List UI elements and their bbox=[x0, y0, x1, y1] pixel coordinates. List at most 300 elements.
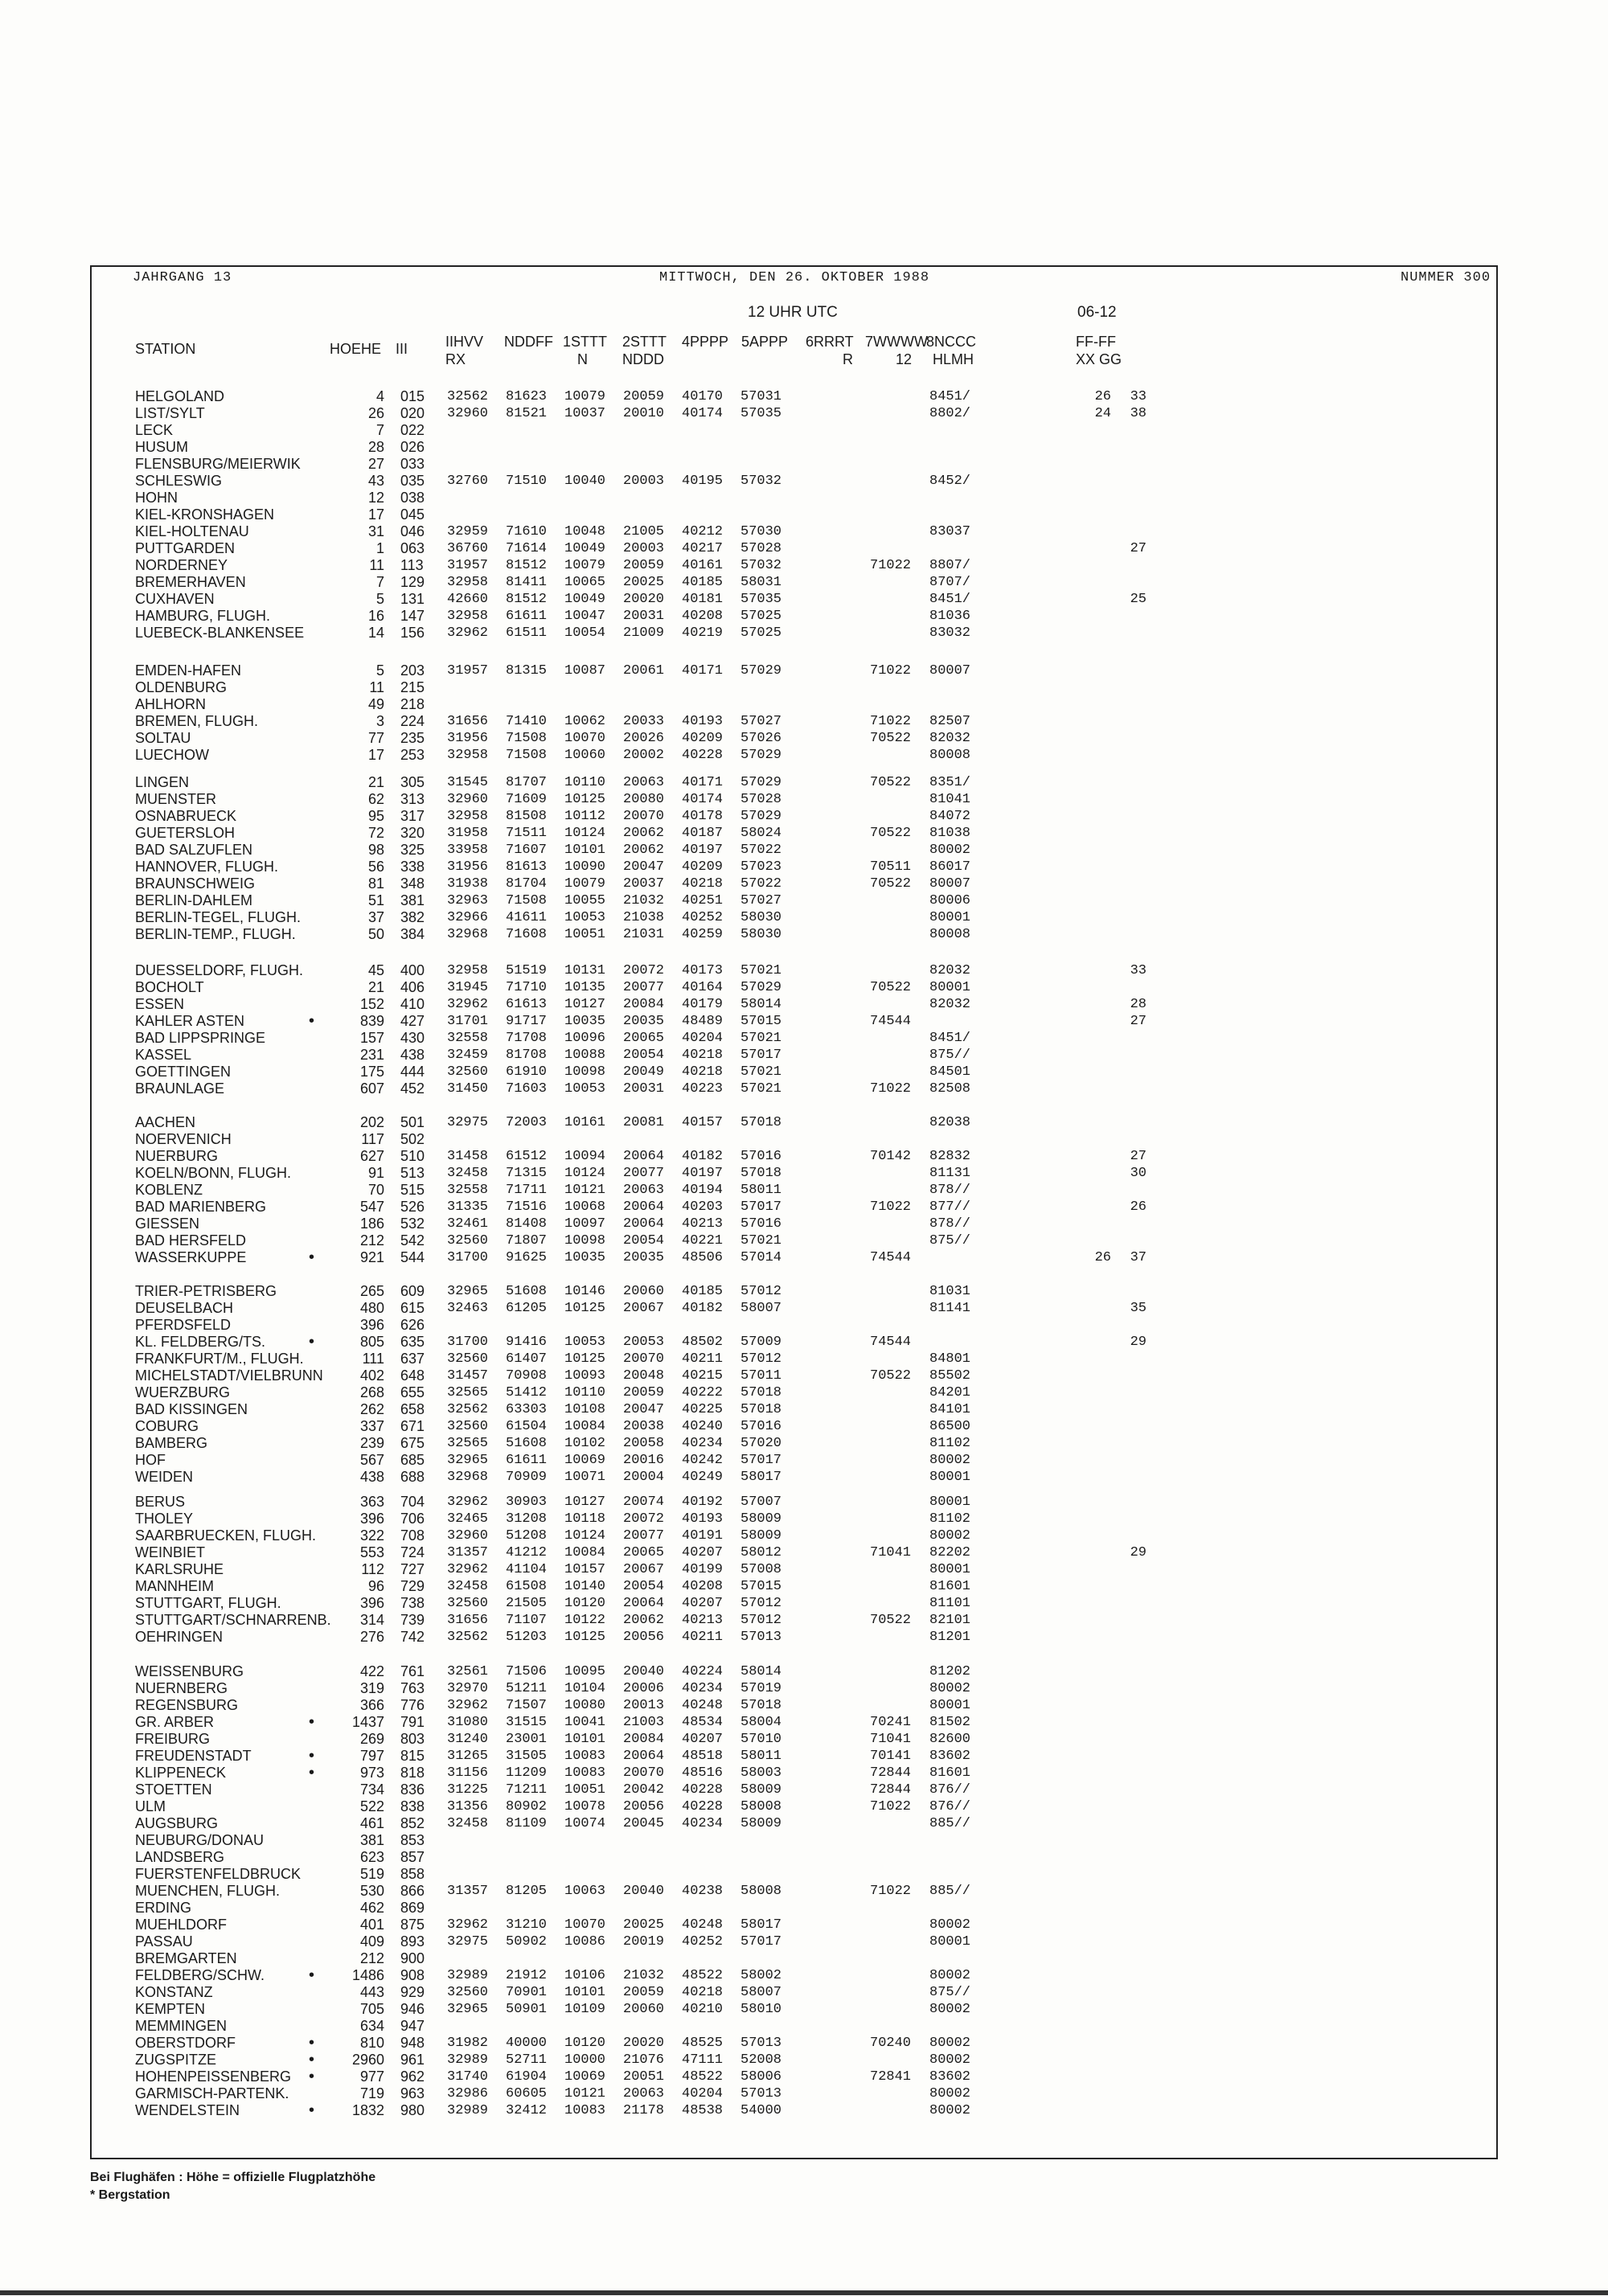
table-row bbox=[0, 1950, 1608, 1967]
table-row bbox=[0, 1232, 1608, 1249]
cloud-group: 80007 bbox=[929, 663, 971, 679]
synop-group: 58017 bbox=[740, 1917, 782, 1933]
station-height: 91 bbox=[367, 1165, 384, 1181]
station-index: 836 bbox=[400, 1781, 425, 1798]
station-index: 501 bbox=[400, 1114, 425, 1130]
table-row bbox=[0, 1148, 1608, 1165]
station-height: 396 bbox=[359, 1317, 384, 1333]
col-c3: 1STTT N bbox=[563, 334, 608, 367]
synop-group: 40157 bbox=[682, 1115, 724, 1130]
station-name: HUSUM bbox=[135, 439, 188, 455]
cloud-group: 82832 bbox=[929, 1149, 971, 1164]
cloud-group: 80002 bbox=[929, 1917, 971, 1933]
table-row bbox=[0, 1748, 1608, 1765]
station-index: 452 bbox=[400, 1080, 425, 1097]
station-index: 544 bbox=[400, 1249, 425, 1265]
table-row bbox=[0, 791, 1608, 808]
station-name: WEINBIET bbox=[135, 1544, 206, 1560]
table-row bbox=[0, 1781, 1608, 1798]
table-row bbox=[0, 1917, 1608, 1933]
synop-group: 20059 bbox=[623, 558, 665, 573]
synop-group: 20056 bbox=[623, 1630, 665, 1645]
weather-group: 71022 bbox=[870, 1199, 912, 1215]
synop-group: 31356 bbox=[447, 1799, 489, 1814]
cloud-group: 876// bbox=[929, 1799, 971, 1814]
synop-group: 20064 bbox=[623, 1749, 665, 1764]
station-height: 634 bbox=[359, 2018, 384, 2034]
synop-group: 20080 bbox=[623, 792, 665, 807]
station-name: OEHRINGEN bbox=[135, 1629, 224, 1645]
cloud-group: 82600 bbox=[929, 1732, 971, 1747]
synop-group: 40179 bbox=[682, 997, 724, 1012]
station-name: KASSEL bbox=[135, 1047, 192, 1063]
synop-group: 40199 bbox=[682, 1562, 724, 1577]
station-height: 111 bbox=[362, 1351, 384, 1367]
synop-group: 57008 bbox=[740, 1562, 782, 1577]
synop-group: 20059 bbox=[623, 1985, 665, 2000]
cloud-group: 885// bbox=[929, 1816, 971, 1831]
synop-group: 32560 bbox=[447, 1985, 489, 2000]
synop-group: 20065 bbox=[623, 1031, 665, 1046]
cloud-group: 80001 bbox=[929, 980, 971, 995]
synop-group: 71711 bbox=[506, 1183, 548, 1198]
cloud-group: 80006 bbox=[929, 893, 971, 908]
station-name: OSNABRUECK bbox=[135, 808, 237, 824]
col-c5: 4PPPP bbox=[682, 334, 729, 350]
station-height: 623 bbox=[359, 1849, 384, 1865]
station-name: BAD LIPPSPRINGE bbox=[135, 1030, 266, 1046]
table-row bbox=[0, 2001, 1608, 2018]
station-name: BAD SALZUFLEN bbox=[135, 842, 253, 858]
synop-group: 20077 bbox=[623, 1166, 665, 1181]
station-height: 77 bbox=[367, 730, 384, 746]
station-index: 671 bbox=[400, 1418, 425, 1434]
station-name: KLIPPENECK bbox=[135, 1765, 227, 1781]
station-height: 977 bbox=[359, 2068, 384, 2085]
synop-group: 61504 bbox=[506, 1419, 548, 1434]
station-index: 706 bbox=[400, 1511, 425, 1527]
table-row bbox=[0, 2085, 1608, 2102]
cloud-group: 85502 bbox=[929, 1368, 971, 1384]
mountain-marker: • bbox=[309, 1966, 315, 1984]
synop-group: 10084 bbox=[564, 1419, 606, 1434]
table-row bbox=[0, 1765, 1608, 1781]
table-row bbox=[0, 608, 1608, 625]
wind-gust: 30 bbox=[1130, 1166, 1147, 1181]
station-height: 262 bbox=[359, 1401, 384, 1417]
station-index: 015 bbox=[400, 388, 425, 404]
synop-group: 21032 bbox=[623, 893, 665, 908]
table-row bbox=[0, 979, 1608, 996]
synop-group: 61904 bbox=[506, 2069, 548, 2085]
station-name: DUESSELDORF, FLUGH. bbox=[135, 962, 304, 978]
synop-group: 20047 bbox=[623, 1402, 665, 1417]
station-index: 688 bbox=[400, 1469, 425, 1485]
synop-group: 32968 bbox=[447, 1470, 489, 1485]
synop-group: 57021 bbox=[740, 963, 782, 978]
synop-group: 20072 bbox=[623, 1511, 665, 1527]
synop-group: 10068 bbox=[564, 1199, 606, 1215]
synop-group: 31740 bbox=[447, 2069, 489, 2085]
station-name: ZUGSPITZE bbox=[135, 2052, 217, 2068]
synop-group: 40221 bbox=[682, 1233, 724, 1248]
synop-group: 70901 bbox=[506, 1985, 548, 2000]
synop-group: 32958 bbox=[447, 575, 489, 590]
weather-group: 70522 bbox=[870, 775, 912, 790]
synop-group: 40249 bbox=[682, 1470, 724, 1485]
station-name: PFERDSFELD bbox=[135, 1317, 232, 1333]
table-row bbox=[0, 1216, 1608, 1232]
synop-group: 20026 bbox=[623, 731, 665, 746]
wind-gust: 33 bbox=[1130, 963, 1147, 978]
synop-group: 61613 bbox=[506, 997, 548, 1012]
station-name: OBERSTDORF bbox=[135, 2035, 236, 2051]
synop-group: 20038 bbox=[623, 1419, 665, 1434]
station-index: 853 bbox=[400, 1832, 425, 1848]
synop-group: 32412 bbox=[506, 2103, 548, 2118]
synop-group: 20062 bbox=[623, 826, 665, 841]
wind-gust: 29 bbox=[1130, 1335, 1147, 1350]
station-height: 322 bbox=[359, 1527, 384, 1544]
synop-group: 32958 bbox=[447, 809, 489, 824]
table-row bbox=[0, 422, 1608, 439]
synop-group: 33958 bbox=[447, 843, 489, 858]
station-index: 022 bbox=[400, 422, 425, 438]
cloud-group: 875// bbox=[929, 1048, 971, 1063]
cloud-group: 80002 bbox=[929, 1528, 971, 1544]
synop-group: 51608 bbox=[506, 1284, 548, 1299]
mountain-marker: • bbox=[309, 2051, 315, 2068]
synop-group: 31958 bbox=[447, 826, 489, 841]
mountain-marker: • bbox=[309, 1012, 315, 1030]
synop-group: 31335 bbox=[447, 1199, 489, 1215]
footnote-airports: Bei Flughäfen : Höhe = offizielle Flugplatzhöhe bbox=[90, 2171, 376, 2184]
synop-group: 71410 bbox=[506, 714, 548, 729]
station-index: 929 bbox=[400, 1984, 425, 2000]
station-name: BRAUNSCHWEIG bbox=[135, 875, 256, 892]
station-group bbox=[0, 662, 1608, 764]
synop-group: 71608 bbox=[506, 927, 548, 942]
station-name: EMDEN-HAFEN bbox=[135, 662, 242, 679]
synop-group: 31957 bbox=[447, 663, 489, 679]
synop-group: 40164 bbox=[682, 980, 724, 995]
station-name: BERLIN-TEMP., FLUGH. bbox=[135, 926, 296, 942]
synop-group: 58008 bbox=[740, 1884, 782, 1899]
station-name: KONSTANZ bbox=[135, 1984, 213, 2000]
weather-group: 71041 bbox=[870, 1545, 912, 1560]
table-row bbox=[0, 1849, 1608, 1866]
station-index: 131 bbox=[400, 591, 425, 607]
cloud-group: 81041 bbox=[929, 792, 971, 807]
synop-group: 32975 bbox=[447, 1934, 489, 1950]
synop-group: 10071 bbox=[564, 1470, 606, 1485]
synop-group: 61611 bbox=[506, 1453, 548, 1468]
table-row bbox=[0, 473, 1608, 490]
synop-group: 20058 bbox=[623, 1436, 665, 1451]
synop-group: 20077 bbox=[623, 980, 665, 995]
issue-number: NUMMER 300 bbox=[1401, 270, 1491, 285]
table-row bbox=[0, 591, 1608, 608]
synop-group: 32962 bbox=[447, 1494, 489, 1510]
station-name: GUETERSLOH bbox=[135, 825, 236, 841]
synop-group: 40187 bbox=[682, 826, 724, 841]
synop-group: 32959 bbox=[447, 524, 489, 539]
synop-group: 32561 bbox=[447, 1664, 489, 1679]
wind-ff: 26 bbox=[1094, 1250, 1111, 1265]
table-row bbox=[0, 696, 1608, 713]
cloud-group: 84501 bbox=[929, 1064, 971, 1080]
weather-group: 70522 bbox=[870, 980, 912, 995]
synop-group: 57015 bbox=[740, 1579, 782, 1594]
station-index: 708 bbox=[400, 1527, 425, 1544]
cloud-group: 81131 bbox=[929, 1166, 971, 1181]
synop-group: 81708 bbox=[506, 1048, 548, 1063]
table-row bbox=[0, 1283, 1608, 1300]
synop-group: 71508 bbox=[506, 731, 548, 746]
synop-group: 58024 bbox=[740, 826, 782, 841]
synop-group: 31080 bbox=[447, 1715, 489, 1730]
station-index: 727 bbox=[400, 1561, 425, 1577]
table-row bbox=[0, 1469, 1608, 1486]
table-row bbox=[0, 1561, 1608, 1578]
synop-group: 57025 bbox=[740, 609, 782, 624]
synop-group: 40217 bbox=[682, 541, 724, 556]
synop-group: 31210 bbox=[506, 1917, 548, 1933]
synop-group: 32562 bbox=[447, 389, 489, 404]
weather-group: 72841 bbox=[870, 2069, 912, 2085]
synop-group: 57021 bbox=[740, 1064, 782, 1080]
cloud-group: 84101 bbox=[929, 1402, 971, 1417]
synop-group: 32558 bbox=[447, 1031, 489, 1046]
weather-group: 71022 bbox=[870, 714, 912, 729]
synop-group: 20064 bbox=[623, 1149, 665, 1164]
station-name: KAHLER ASTEN bbox=[135, 1013, 245, 1029]
synop-group: 51519 bbox=[506, 963, 548, 978]
station-height: 396 bbox=[359, 1595, 384, 1611]
station-height: 381 bbox=[359, 1832, 384, 1848]
synop-group: 31357 bbox=[447, 1884, 489, 1899]
synop-group: 57018 bbox=[740, 1698, 782, 1713]
synop-group: 21505 bbox=[506, 1596, 548, 1611]
synop-group: 10083 bbox=[564, 1749, 606, 1764]
station-height: 402 bbox=[359, 1367, 384, 1384]
station-height: 62 bbox=[367, 791, 384, 807]
synop-group: 11209 bbox=[506, 1765, 548, 1781]
station-height: 5 bbox=[375, 662, 384, 679]
synop-group: 20060 bbox=[623, 2002, 665, 2017]
table-row bbox=[0, 1182, 1608, 1199]
synop-group: 10041 bbox=[564, 1715, 606, 1730]
cloud-group: 83037 bbox=[929, 524, 971, 539]
synop-group: 57018 bbox=[740, 1402, 782, 1417]
synop-group: 32463 bbox=[447, 1301, 489, 1316]
synop-group: 63303 bbox=[506, 1402, 548, 1417]
station-name: BREMGARTEN bbox=[135, 1950, 237, 1966]
synop-group: 51211 bbox=[506, 1681, 548, 1696]
station-height: 186 bbox=[359, 1216, 384, 1232]
synop-group: 31957 bbox=[447, 558, 489, 573]
synop-group: 10078 bbox=[564, 1799, 606, 1814]
col-c1: IIHVV RX bbox=[445, 334, 484, 367]
station-name: KEMPTEN bbox=[135, 2001, 206, 2017]
weather-group: 72844 bbox=[870, 1765, 912, 1781]
cloud-group: 80001 bbox=[929, 1470, 971, 1485]
synop-group: 71508 bbox=[506, 893, 548, 908]
station-height: 805 bbox=[359, 1334, 384, 1350]
synop-group: 10060 bbox=[564, 748, 606, 763]
synop-group: 61407 bbox=[506, 1351, 548, 1367]
synop-group: 40212 bbox=[682, 524, 724, 539]
weather-group: 70522 bbox=[870, 826, 912, 841]
synop-group: 10053 bbox=[564, 1335, 606, 1350]
station-name: PUTTGARDEN bbox=[135, 540, 236, 556]
synop-group: 10098 bbox=[564, 1064, 606, 1080]
wind-ff: 26 bbox=[1094, 389, 1111, 404]
table-row bbox=[0, 679, 1608, 696]
station-height: 28 bbox=[367, 439, 384, 455]
weather-group: 71022 bbox=[870, 1081, 912, 1097]
synop-group: 21031 bbox=[623, 927, 665, 942]
synop-group: 52008 bbox=[740, 2052, 782, 2068]
synop-group: 31982 bbox=[447, 2036, 489, 2051]
station-height: 319 bbox=[359, 1680, 384, 1696]
station-index: 729 bbox=[400, 1578, 425, 1594]
synop-group: 40209 bbox=[682, 731, 724, 746]
synop-group: 58007 bbox=[740, 1301, 782, 1316]
synop-group: 71807 bbox=[506, 1233, 548, 1248]
station-name: GOETTINGEN bbox=[135, 1064, 232, 1080]
synop-group: 57029 bbox=[740, 980, 782, 995]
synop-group: 40185 bbox=[682, 575, 724, 590]
synop-group: 48516 bbox=[682, 1765, 724, 1781]
station-name: PASSAU bbox=[135, 1933, 193, 1950]
station-name: KOELN/BONN, FLUGH. bbox=[135, 1165, 292, 1181]
weather-group: 70522 bbox=[870, 1613, 912, 1628]
table-row bbox=[0, 747, 1608, 764]
synop-group: 32963 bbox=[447, 893, 489, 908]
synop-group: 57021 bbox=[740, 1233, 782, 1248]
table-row bbox=[0, 1249, 1608, 1266]
synop-group: 10125 bbox=[564, 1630, 606, 1645]
synop-group: 58010 bbox=[740, 2002, 782, 2017]
synop-group: 10037 bbox=[564, 406, 606, 421]
station-name: FRANKFURT/M., FLUGH. bbox=[135, 1351, 304, 1367]
station-name: HAMBURG, FLUGH. bbox=[135, 608, 271, 624]
weather-group: 74544 bbox=[870, 1335, 912, 1350]
synop-group: 40193 bbox=[682, 1511, 724, 1527]
synop-group: 10124 bbox=[564, 1528, 606, 1544]
weather-group: 71022 bbox=[870, 1884, 912, 1899]
synop-group: 31450 bbox=[447, 1081, 489, 1097]
cloud-group: 83032 bbox=[929, 625, 971, 641]
cloud-group: 81036 bbox=[929, 609, 971, 624]
synop-group: 20045 bbox=[623, 1816, 665, 1831]
synop-group: 40207 bbox=[682, 1732, 724, 1747]
synop-group: 48522 bbox=[682, 2069, 724, 2085]
synop-group: 20064 bbox=[623, 1596, 665, 1611]
weather-group: 74544 bbox=[870, 1250, 912, 1265]
synop-group: 20084 bbox=[623, 997, 665, 1012]
synop-group: 10079 bbox=[564, 558, 606, 573]
synop-group: 40181 bbox=[682, 592, 724, 607]
station-height: 921 bbox=[359, 1249, 384, 1265]
table-row bbox=[0, 2102, 1608, 2119]
synop-group: 10124 bbox=[564, 826, 606, 841]
synop-group: 57027 bbox=[740, 893, 782, 908]
synop-group: 10079 bbox=[564, 876, 606, 892]
station-name: OLDENBURG bbox=[135, 679, 228, 695]
cloud-group: 84801 bbox=[929, 1351, 971, 1367]
synop-group: 57011 bbox=[740, 1368, 782, 1384]
synop-group: 40213 bbox=[682, 1613, 724, 1628]
station-height: 70 bbox=[367, 1182, 384, 1198]
station-name: FLENSBURG/MEIERWIK bbox=[135, 456, 301, 472]
synop-group: 20063 bbox=[623, 1183, 665, 1198]
station-height: 462 bbox=[359, 1900, 384, 1916]
station-index: 658 bbox=[400, 1401, 425, 1417]
cloud-group: 81502 bbox=[929, 1715, 971, 1730]
synop-group: 10055 bbox=[564, 893, 606, 908]
synop-group: 58011 bbox=[740, 1183, 782, 1198]
synop-group: 40192 bbox=[682, 1494, 724, 1510]
synop-group: 21003 bbox=[623, 1715, 665, 1730]
synop-group: 48538 bbox=[682, 2103, 724, 2118]
synop-group: 32958 bbox=[447, 748, 489, 763]
synop-group: 20064 bbox=[623, 1199, 665, 1215]
synop-group: 40174 bbox=[682, 792, 724, 807]
synop-group: 40207 bbox=[682, 1596, 724, 1611]
table-row bbox=[0, 875, 1608, 892]
synop-group: 20048 bbox=[623, 1368, 665, 1384]
synop-group: 58007 bbox=[740, 1985, 782, 2000]
station-index: 962 bbox=[400, 2068, 425, 2085]
station-name: WEISSENBURG bbox=[135, 1663, 244, 1679]
synop-group: 57021 bbox=[740, 1081, 782, 1097]
synop-group: 57013 bbox=[740, 1630, 782, 1645]
cloud-group: 81201 bbox=[929, 1630, 971, 1645]
station-name: SAARBRUECKEN, FLUGH. bbox=[135, 1527, 317, 1544]
station-index: 947 bbox=[400, 2018, 425, 2034]
synop-group: 10069 bbox=[564, 2069, 606, 2085]
synop-group: 10088 bbox=[564, 1048, 606, 1063]
station-index: 675 bbox=[400, 1435, 425, 1451]
synop-group: 40218 bbox=[682, 1985, 724, 2000]
station-index: 963 bbox=[400, 2085, 425, 2101]
table-row bbox=[0, 730, 1608, 747]
station-height: 51 bbox=[367, 892, 384, 908]
table-row bbox=[0, 625, 1608, 642]
synop-group: 10053 bbox=[564, 910, 606, 925]
station-index: 900 bbox=[400, 1950, 425, 1966]
synop-group: 32958 bbox=[447, 963, 489, 978]
table-row bbox=[0, 774, 1608, 791]
synop-group: 58014 bbox=[740, 997, 782, 1012]
table-row bbox=[0, 1317, 1608, 1334]
weather-group: 70240 bbox=[870, 2036, 912, 2051]
synop-group: 80902 bbox=[506, 1799, 548, 1814]
synop-group: 10110 bbox=[564, 775, 606, 790]
table-row bbox=[0, 1494, 1608, 1511]
synop-group: 58014 bbox=[740, 1664, 782, 1679]
table-row bbox=[0, 1883, 1608, 1900]
synop-group: 40170 bbox=[682, 389, 724, 404]
synop-group: 31240 bbox=[447, 1732, 489, 1747]
synop-group: 57030 bbox=[740, 524, 782, 539]
synop-group: 57012 bbox=[740, 1284, 782, 1299]
station-height: 11 bbox=[369, 679, 384, 695]
synop-group: 10079 bbox=[564, 389, 606, 404]
station-height: 45 bbox=[367, 962, 384, 978]
